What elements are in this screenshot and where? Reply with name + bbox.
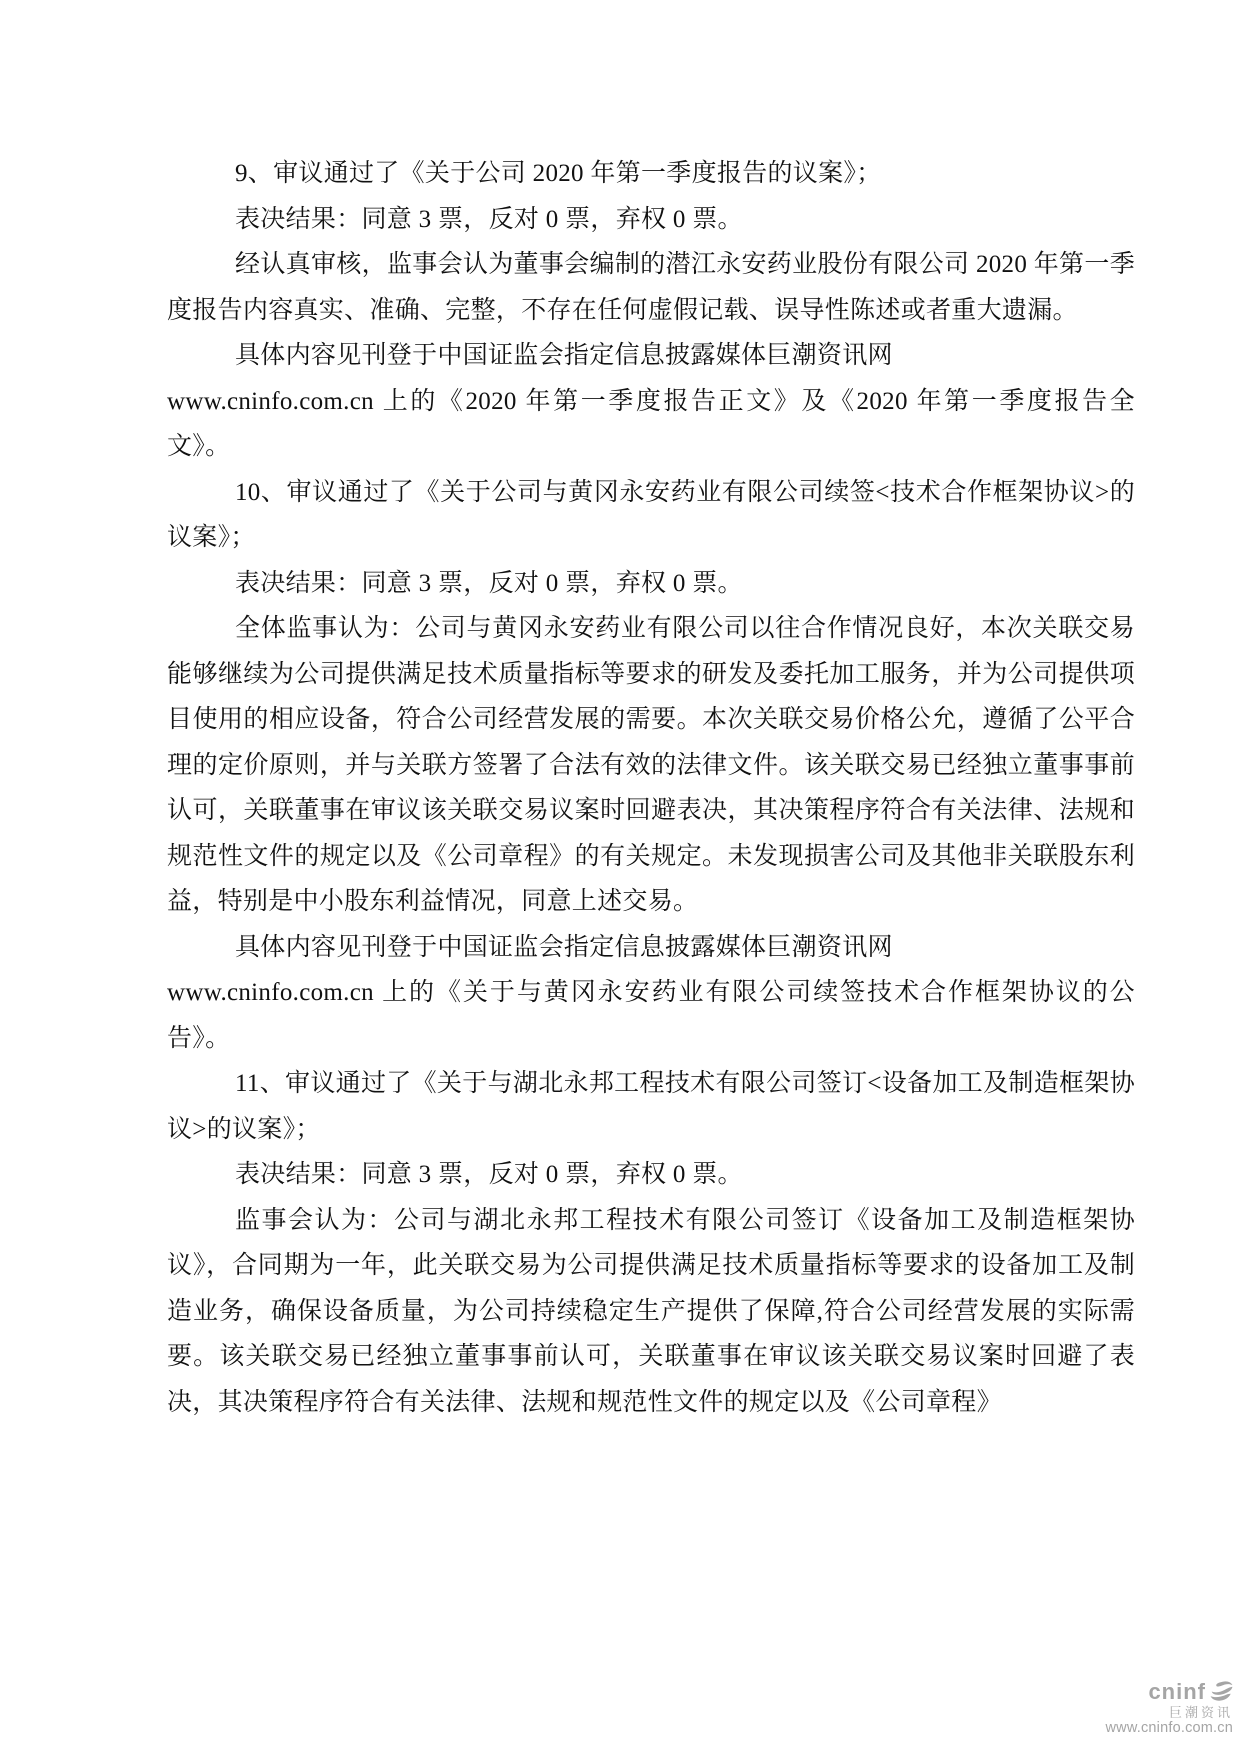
paragraph: 具体内容见刊登于中国证监会指定信息披露媒体巨潮资讯网 [235, 933, 893, 961]
cninfo-watermark [1106, 1680, 1234, 1737]
paragraph: 全体监事认为：公司与黄冈永安药业有限公司以往合作情况良好，本次关联交易能够继续为公司提供满足技术质量指标等要求的研发及委托加工服务，并为公司提供项目使用的相应设备，符合公司经营发展的需要。本次关联交易价格公允，遵循了公平合理的定价原则，并与关联方签署了合法有效的法律文件。该关联交易已经独立董事事前认可，关联董事在审议该关联交易议案时回避表决，其决策程序符合有关法律、法规和规范性文件的规定以及《公司章程》的有关规定。未发现损害公司及其他非关联股东利益，特别是中小股东利益情况，同意上述交易。 [167, 615, 1135, 915]
paragraph: 表决结果：同意 3 票，反对 0 票，弃权 0 票。 [235, 205, 743, 233]
cninfo-logo [1106, 1680, 1234, 1704]
paragraph: 监事会认为：公司与湖北永邦工程技术有限公司签订《设备加工及制造框架协议》，合同期为一年，此关联交易为公司提供满足技术质量指标等要求的设备加工及制造业务，确保设备质量，为公司持续稳定生产提供了保障,符合公司经营发展的实际需要。该关联交易已经独立董事事前认可，关联董事在审议该关联交易议案时回避了表决，其决策程序符合有关法律、法规和规范性文件的规定以及《公司章程》 [167, 1206, 1135, 1416]
cninfo-url: www.cninfo.com.cn [1105, 1720, 1233, 1737]
paragraph: 表决结果：同意 3 票，反对 0 票，弃权 0 票。 [235, 1161, 743, 1188]
paragraph: 具体内容见刊登于中国证监会指定信息披露媒体巨潮资讯网 [235, 342, 893, 369]
cninfo-logo-text: cninf [1148, 1678, 1206, 1704]
paragraph: www.cninfo.com.cn 上的《关于与黄冈永安药业有限公司续签技术合作框架协议的公告》。 [167, 979, 1135, 1052]
document-body [167, 151, 1135, 1425]
paragraph: 10、审议通过了《关于公司与黄冈永安药业有限公司续签<技术合作框架协议>的议案》； [167, 478, 1135, 551]
paragraph: 11、审议通过了《关于与湖北永邦工程技术有限公司签订<设备加工及制造框架协议>的议案》； [167, 1070, 1135, 1143]
paragraph: www.cninfo.com.cn 上的《2020 年第一季度报告正文》及《2020 年第一季度报告全文》。 [167, 387, 1135, 460]
paragraph: 经认真审核，监事会认为董事会编制的潜江永安药业股份有限公司 2020 年第一季度报告内容真实、准确、完整，不存在任何虚假记载、误导性陈述或者重大遗漏。 [167, 251, 1135, 324]
cninfo-swirl-icon [1210, 1681, 1233, 1702]
paragraph: 9、审议通过了《关于公司 2020 年第一季度报告的议案》； [235, 160, 882, 187]
cninfo-chinese-name: 巨潮资讯 [1168, 1704, 1233, 1720]
paragraph: 表决结果：同意 3 票，反对 0 票，弃权 0 票。 [235, 569, 743, 597]
